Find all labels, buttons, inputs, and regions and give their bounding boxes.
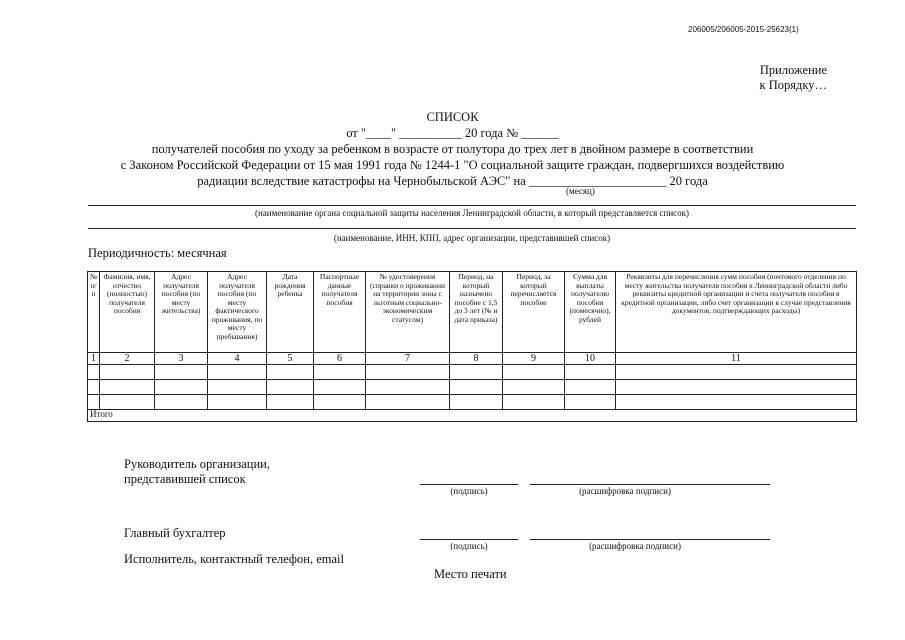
table-row (88, 365, 857, 380)
header-cell: Адрес получателя пособия (по месту фактического проживания, по месту пребывания) (208, 272, 267, 353)
document-title: СПИСОК (426, 110, 479, 124)
header-cell: Период, на который назначено пособие с 1,5 до 3 лет (№ и дата приказа) (450, 272, 503, 353)
accountant-decode-rule (530, 539, 770, 540)
head-signature-caption: (подпись) (450, 486, 488, 496)
head-label-line-2: представившей список (124, 472, 246, 486)
appendix-line-2: к Порядку… (759, 78, 827, 92)
header-cell: Адрес получателя пособия (по месту жительства) (155, 272, 208, 353)
date-number-line: от "____" __________ 20 года № ______ (346, 126, 559, 140)
appendix-note (760, 63, 827, 93)
organization-caption: (наименование, ИНН, КПП, адрес организации, представившей список) (333, 233, 611, 243)
document-id: 206005/206005-2015-25623(1) (688, 25, 799, 34)
header-cell: Фамилия, имя, отчество (полностью) получателя пособия (100, 272, 155, 353)
column-number: 5 (267, 353, 314, 365)
recipients-table (87, 271, 857, 422)
head-signature-rule (420, 484, 518, 485)
subtitle-line-3: радиации вследствие катастрофы на Чернобыльской АЭС" на ______________________ 20 года (197, 174, 708, 188)
subtitle-line-2: с Законом Российской Федерации от 15 мая 1991 года № 1244-1 "О социальной защите граждан, подвергшихся воздействию (120, 158, 785, 172)
authority-caption: (наименование органа социальной защиты населения Ленинградской области, в который представляется список) (254, 208, 690, 218)
column-number: 6 (314, 353, 366, 365)
total-label: Итого (88, 410, 857, 422)
total-row (88, 410, 857, 422)
header-cell: Сумма для выплаты получателю пособия (помесячно), рублей (565, 272, 616, 353)
table-row (88, 380, 857, 395)
column-number: 3 (155, 353, 208, 365)
subtitle-line-1: получателей пособия по уходу за ребенком в возрасте от полутора до трех лет в двойном размере в соответствии (151, 142, 754, 156)
column-number-row (88, 353, 857, 365)
accountant-signature-caption: (подпись) (450, 541, 488, 551)
chief-accountant-label: Главный бухгалтер (124, 526, 226, 540)
accountant-signature-rule (420, 539, 518, 540)
head-decode-caption: (расшифровка подписи) (579, 486, 671, 496)
periodicity: Периодичность: месячная (88, 246, 227, 260)
column-number: 10 (565, 353, 616, 365)
accountant-decode-caption: (расшифровка подписи) (589, 541, 681, 551)
header-cell: Период, за который перечисляется пособие (503, 272, 565, 353)
authority-rule (88, 205, 856, 206)
column-number: 9 (503, 353, 565, 365)
stamp-place: Место печати (434, 567, 507, 581)
column-number: 2 (100, 353, 155, 365)
column-number: 4 (208, 353, 267, 365)
appendix-line-1: Приложение (759, 63, 827, 77)
header-cell: Реквизиты для перечисления сумм пособия (почтового отделения по месту жительства получателя пособия в Ленинградской области либо реквизиты кредитной организации и счета получателя пособия в кредитной организации, либо счет организации в случае представления документов, подтверждающих расходы) (616, 272, 857, 353)
column-number: 8 (450, 353, 503, 365)
column-number: 11 (616, 353, 857, 365)
executor-label: Исполнитель, контактный телефон, email (124, 552, 344, 566)
column-number: 7 (366, 353, 450, 365)
table-header-row (88, 272, 857, 353)
table-row (88, 395, 857, 410)
head-of-organization-label (124, 457, 270, 487)
head-label-line-1: Руководитель организации, (124, 457, 270, 471)
header-cell: № п/п (88, 272, 100, 353)
header-cell: Дата рождения ребенка (267, 272, 314, 353)
month-note: (месяц) (566, 186, 595, 196)
head-decode-rule (530, 484, 770, 485)
header-cell: Паспортные данные получателя пособия (314, 272, 366, 353)
organization-rule (88, 228, 856, 229)
header-cell: № удостоверения (справки о проживании на территории зоны с льготным социально-экономическим статусом) (366, 272, 450, 353)
column-number: 1 (88, 353, 100, 365)
